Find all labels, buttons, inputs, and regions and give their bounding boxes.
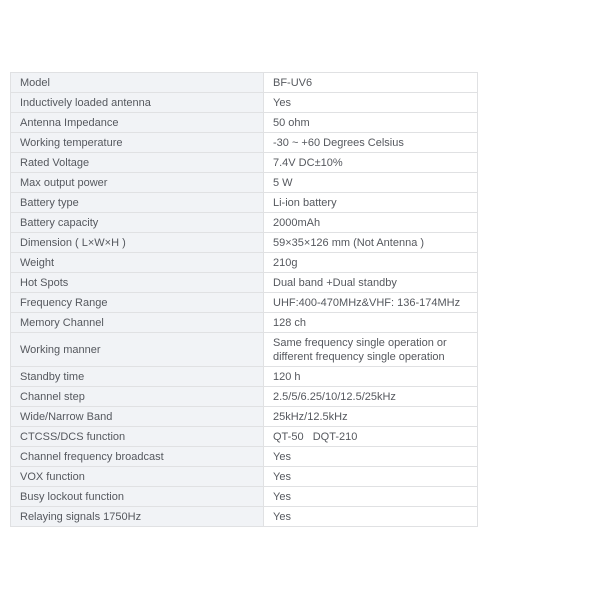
spec-label: Standby time: [11, 367, 264, 387]
spec-label: Model: [11, 73, 264, 93]
spec-value: Yes: [264, 487, 478, 507]
spec-label: Relaying signals 1750Hz: [11, 507, 264, 527]
spec-value: -30 ~ +60 Degrees Celsius: [264, 133, 478, 153]
spec-value: Dual band +Dual standby: [264, 273, 478, 293]
spec-value: 120 h: [264, 367, 478, 387]
spec-label: Inductively loaded antenna: [11, 93, 264, 113]
spec-label: Working manner: [11, 333, 264, 367]
table-row: [11, 273, 478, 293]
spec-label: Max output power: [11, 173, 264, 193]
spec-label: Working temperature: [11, 133, 264, 153]
spec-label: Battery capacity: [11, 213, 264, 233]
spec-label: VOX function: [11, 467, 264, 487]
spec-value: Same frequency single operation or different frequency single operation: [264, 333, 478, 367]
spec-value: 25kHz/12.5kHz: [264, 407, 478, 427]
spec-value: 7.4V DC±10%: [264, 153, 478, 173]
spec-value: 50 ohm: [264, 113, 478, 133]
spec-table-body: [11, 73, 478, 527]
table-row: [11, 467, 478, 487]
table-row: [11, 313, 478, 333]
table-row: [11, 173, 478, 193]
table-row: [11, 133, 478, 153]
spec-label: Antenna Impedance: [11, 113, 264, 133]
spec-label: Channel frequency broadcast: [11, 447, 264, 467]
spec-value: Yes: [264, 467, 478, 487]
spec-value: Yes: [264, 93, 478, 113]
table-row: [11, 487, 478, 507]
spec-value: 5 W: [264, 173, 478, 193]
spec-value: 59×35×126 mm (Not Antenna ): [264, 233, 478, 253]
spec-label: Rated Voltage: [11, 153, 264, 173]
spec-label: Wide/Narrow Band: [11, 407, 264, 427]
spec-label: Memory Channel: [11, 313, 264, 333]
spec-value: BF-UV6: [264, 73, 478, 93]
table-row: [11, 153, 478, 173]
spec-label: Hot Spots: [11, 273, 264, 293]
spec-label: Weight: [11, 253, 264, 273]
spec-sheet: [10, 72, 478, 527]
table-row: [11, 333, 478, 367]
spec-label: Busy lockout function: [11, 487, 264, 507]
spec-label: Battery type: [11, 193, 264, 213]
spec-value: 128 ch: [264, 313, 478, 333]
table-row: [11, 73, 478, 93]
table-row: [11, 233, 478, 253]
table-row: [11, 407, 478, 427]
table-row: [11, 507, 478, 527]
table-row: [11, 447, 478, 467]
spec-label: Frequency Range: [11, 293, 264, 313]
spec-label: CTCSS/DCS function: [11, 427, 264, 447]
spec-value: 2000mAh: [264, 213, 478, 233]
table-row: [11, 113, 478, 133]
spec-value: Yes: [264, 507, 478, 527]
spec-value: QT-50 DQT-210: [264, 427, 478, 447]
table-row: [11, 193, 478, 213]
spec-label: Dimension ( L×W×H ): [11, 233, 264, 253]
table-row: [11, 387, 478, 407]
spec-value: UHF:400-470MHz&VHF: 136-174MHz: [264, 293, 478, 313]
spec-value: Yes: [264, 447, 478, 467]
spec-value: Li-ion battery: [264, 193, 478, 213]
spec-table: [10, 72, 478, 527]
table-row: [11, 293, 478, 313]
table-row: [11, 93, 478, 113]
table-row: [11, 427, 478, 447]
table-row: [11, 213, 478, 233]
spec-value: 2.5/5/6.25/10/12.5/25kHz: [264, 387, 478, 407]
table-row: [11, 253, 478, 273]
table-row: [11, 367, 478, 387]
spec-value: 210g: [264, 253, 478, 273]
spec-label: Channel step: [11, 387, 264, 407]
